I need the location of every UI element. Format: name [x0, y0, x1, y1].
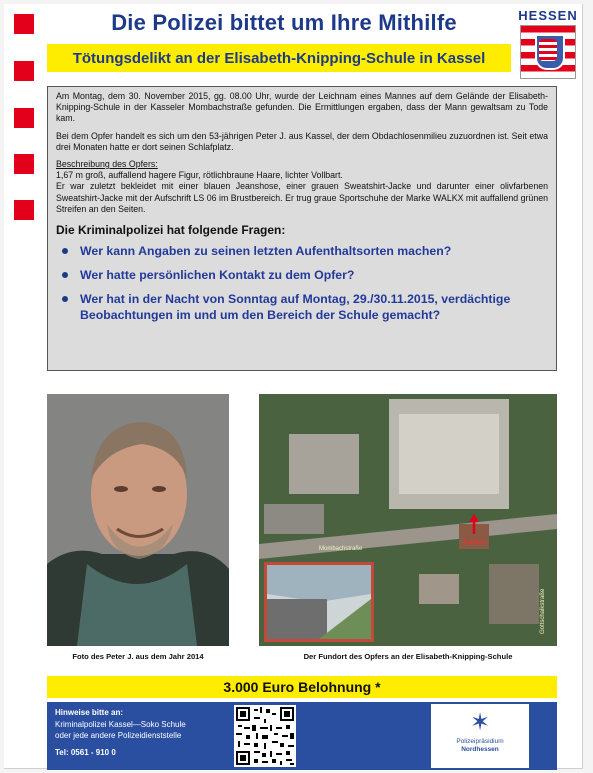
question-text: Wer kann Angaben zu seinen letzten Aufenthaltsorten machen? [80, 244, 452, 259]
map-label-street: Gottschalkstraße [540, 588, 546, 634]
question-item [56, 291, 548, 323]
red-square-decoration [14, 14, 34, 34]
bullet-icon [62, 296, 68, 302]
page-title: Die Polizei bittet um Ihre Mithilfe [111, 10, 457, 35]
victim-photo [47, 394, 229, 646]
description-line: Er war zuletzt bekleidet mit einer blauen Jeanshose, einer grauen Sweatshirt-Jacke und darunter einer olivfarbenen Sweatshirt-Jacke mit der Aufschrift LS 06 im Brustbereich. Er trug graue Sportschuhe der Marke WALKX mit auffallend grünen Streifen an den Seiten. [56, 181, 548, 214]
map-label-fundort: Fundort [463, 540, 485, 546]
bullet-icon [62, 248, 68, 254]
question-item [56, 267, 548, 283]
police-star-icon: ✶ [469, 709, 491, 736]
red-square-decoration [14, 61, 34, 81]
red-square-decoration [14, 154, 34, 174]
logo-text: Polizeipräsidium [456, 738, 504, 745]
description-heading: Beschreibung des Opfers: [56, 159, 158, 170]
hint-line: oder jede andere Polizeidienststelle [55, 731, 182, 740]
question-text: Wer hat in der Nacht von Sonntag auf Montag, 29./30.11.2015, verdächtige Beobachtungen im und um den Bereich der Schule gemacht? [80, 292, 511, 323]
photo-caption: Foto des Peter J. aus dem Jahr 2014 [72, 652, 204, 661]
red-square-decoration [14, 200, 34, 220]
reward-banner: 3.000 Euro Belohnung * [47, 676, 557, 698]
qr-code-icon[interactable] [234, 705, 296, 767]
hint-line: Kriminalpolizei Kassel—Soko Schule [55, 720, 186, 729]
map-caption: Der Fundort des Opfers an der Elisabeth-Knipping-Schule [303, 652, 513, 661]
subtitle-banner [47, 44, 511, 72]
aerial-map [259, 394, 557, 646]
questions-heading: Die Kriminalpolizei hat folgende Fragen: [56, 223, 286, 238]
hessen-wordmark: HESSEN [518, 8, 578, 23]
red-square-decoration [14, 108, 34, 128]
description-line: 1,67 m groß, auffallend hagere Figur, rötlichbraune Haare, lichter Vollbart. [56, 170, 343, 181]
contact-footer [47, 702, 557, 770]
hessen-coat-of-arms-icon [520, 25, 576, 79]
question-text: Wer hatte persönlichen Kontakt zu dem Opfer? [80, 268, 355, 283]
phone-number: Tel: 0561 - 910 0 [55, 748, 116, 757]
logo-text: Nordhessen [461, 746, 499, 753]
subtitle-text: Tötungsdelikt an der Elisabeth-Knipping-Schule in Kassel [72, 49, 486, 67]
question-item [56, 243, 548, 259]
paragraph-incident: Am Montag, dem 30. November 2015, gg. 08.00 Uhr, wurde der Leichnam eines Mannes auf dem Gelände der Elisabeth-Knipping-Schule in der Kasseler Mombachstraße gefunden. Die Ermittlungen ergaben, dass der Mann gewaltsam zu Tode kam. [56, 91, 548, 124]
info-box [47, 86, 557, 371]
paragraph-victim: Bei dem Opfer handelt es sich um den 53-jährigen Peter J. aus Kassel, der dem Obdachlosenmilieu zuzuordnen ist. Seit etwa drei Monaten hatte er dort seinen Schlafplatz. [56, 130, 548, 152]
bullet-icon [62, 272, 68, 278]
description-block [56, 159, 548, 215]
hessen-logo [516, 8, 580, 82]
poster [4, 4, 583, 769]
map-label-street: Mombachstraße [319, 546, 363, 552]
hint-title: Hinweise bitte an: [55, 708, 124, 717]
police-logo [431, 704, 529, 768]
